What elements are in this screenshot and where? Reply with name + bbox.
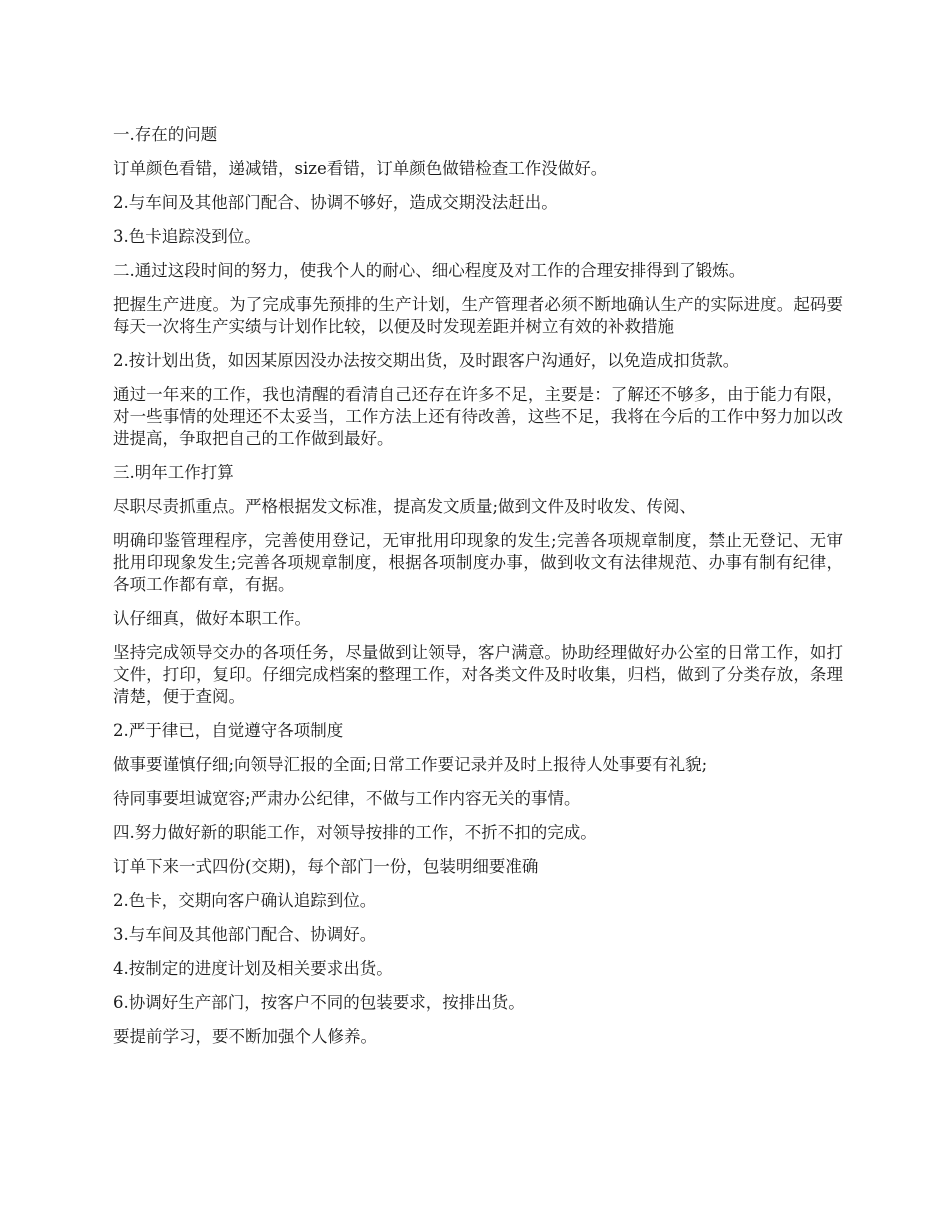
paragraph: 2.色卡，交期向客户确认追踪到位。 bbox=[113, 891, 377, 910]
paragraph: 3.色卡追踪没到位。 bbox=[113, 227, 261, 246]
paragraph: 通过一年来的工作，我也清醒的看清自己还存在许多不足，主要是：了解还不够多，由于能力有限，对一些事情的处理还不太妥当，工作方法上还有待改善，这些不足，我将在今后的工作中努力加以改进提高，争取把自己的工作做到最好。 bbox=[113, 385, 843, 448]
section-heading: 三.明年工作打算 bbox=[113, 463, 234, 482]
document-body bbox=[113, 124, 843, 1060]
paragraph: 2.按计划出货，如因某原因没办法按交期出货，及时跟客户沟通好，以免造成扣货款。 bbox=[113, 351, 740, 370]
paragraph: 6.协调好生产部门，按客户不同的包装要求，按排出货。 bbox=[113, 993, 525, 1012]
paragraph: 3.与车间及其他部门配合、协调好。 bbox=[113, 925, 377, 944]
paragraph: 2.严于律已，自觉遵守各项制度 bbox=[113, 721, 344, 740]
paragraph: 订单颜色看错，递减错，size看错，订单颜色做错检查工作没做好。 bbox=[113, 159, 608, 178]
paragraph: 做事要谨慎仔细;向领导汇报的全面;日常工作要记录并及时上报待人处事要有礼貌; bbox=[113, 755, 708, 774]
paragraph: 明确印鉴管理程序，完善使用登记，无审批用印现象的发生;完善各项规章制度，禁止无登记、无审批用印现象发生;完善各项规章制度，根据各项制度办事，做到收文有法律规范、办事有制有纪律，各项工作都有章，有据。 bbox=[113, 531, 843, 594]
paragraph: 订单下来一式四份(交期)，每个部门一份，包装明细要准确 bbox=[113, 857, 539, 876]
paragraph: 尽职尽责抓重点。严格根据发文标准，提高发文质量;做到文件及时收发、传阅、 bbox=[113, 497, 697, 516]
section-heading: 二.通过这段时间的努力，使我个人的耐心、细心程度及对工作的合理安排得到了锻炼。 bbox=[113, 261, 746, 280]
paragraph: 待同事要坦诚宽容;严肃办公纪律，不做与工作内容无关的事情。 bbox=[113, 789, 581, 808]
paragraph: 4.按制定的进度计划及相关要求出货。 bbox=[113, 959, 393, 978]
paragraph: 2.与车间及其他部门配合、协调不够好，造成交期没法赶出。 bbox=[113, 193, 558, 212]
paragraph: 把握生产进度。为了完成事先预排的生产计划，生产管理者必须不断地确认生产的实际进度。起码要每天一次将生产实绩与计划作比较，以便及时发现差距并树立有效的补救措施 bbox=[113, 295, 843, 336]
paragraph: 要提前学习，要不断加强个人修养。 bbox=[113, 1027, 377, 1046]
section-heading: 四.努力做好新的职能工作，对领导按排的工作，不折不扣的完成。 bbox=[113, 823, 597, 842]
section-heading: 一.存在的问题 bbox=[113, 125, 218, 144]
paragraph: 坚持完成领导交办的各项任务，尽量做到让领导，客户满意。协助经理做好办公室的日常工作，如打文件，打印，复印。仔细完成档案的整理工作，对各类文件及时收集，归档，做到了分类存放，条理清楚，便于查阅。 bbox=[113, 643, 843, 706]
paragraph: 认仔细真，做好本职工作。 bbox=[113, 609, 311, 628]
